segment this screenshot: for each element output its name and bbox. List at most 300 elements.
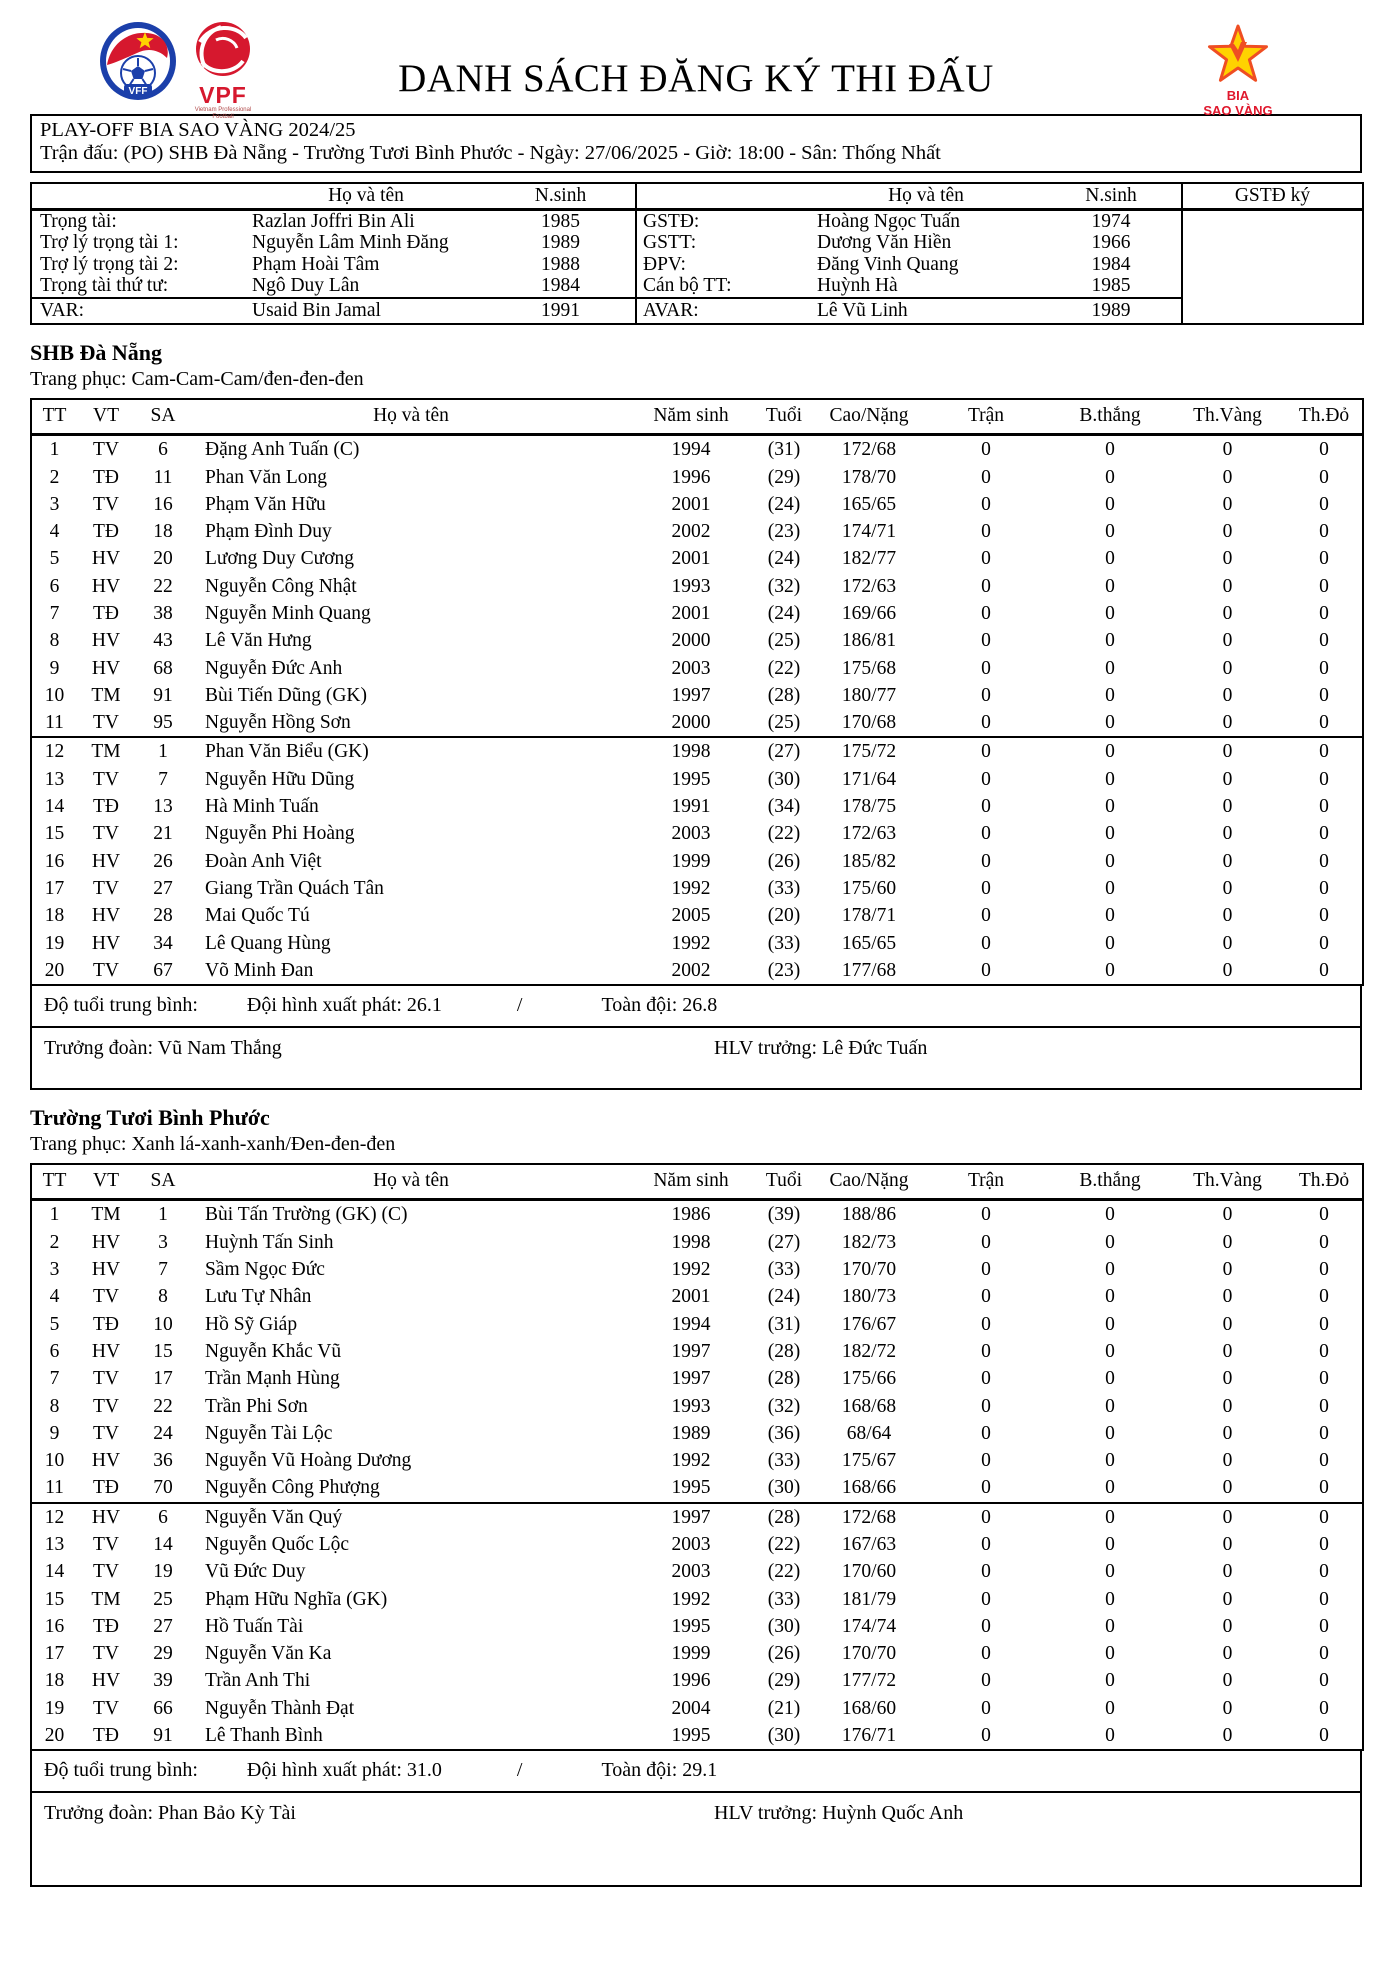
player-cell: Nguyễn Đức Anh [205, 657, 343, 679]
player-row [31, 627, 1363, 654]
player-cell: 0 [981, 1340, 991, 1362]
roster-header-row [31, 399, 1363, 435]
player-cell: (23) [767, 959, 801, 981]
player-cell: 175/68 [841, 657, 897, 679]
player-cell: 0 [1222, 1286, 1233, 1308]
player-cell: 175/67 [841, 1450, 897, 1472]
col-header-age: Tuổi [765, 1170, 803, 1192]
player-cell: 7 [49, 602, 60, 624]
col-header-height-weight: Cao/Nặng [829, 1170, 909, 1192]
player-cell: 16 [44, 1615, 65, 1637]
player-row [31, 820, 1363, 847]
player-cell: 22 [153, 575, 173, 597]
player-cell: 0 [1222, 1395, 1233, 1417]
col-header-name: Họ và tên [373, 1170, 449, 1192]
player-cell: 165/65 [841, 932, 897, 954]
player-cell: Vũ Đức Duy [205, 1561, 306, 1583]
player-cell: 0 [1222, 877, 1233, 899]
age-label: Độ tuổi trung bình: [44, 1759, 198, 1782]
col-header-red-cards: Th.Đỏ [1298, 1170, 1350, 1192]
player-cell: 0 [1222, 1725, 1233, 1747]
player-cell: 0 [981, 1286, 991, 1308]
player-cell: (28) [767, 1340, 801, 1362]
player-cell: Nguyễn Hữu Dũng [205, 768, 355, 790]
player-cell: 0 [1051, 737, 1169, 765]
player-cell: 0 [981, 1395, 991, 1417]
player-cell: 0 [1222, 1477, 1233, 1499]
player-cell: 0 [1105, 796, 1115, 818]
officials-cell: Trợ lý trọng tài 2: [40, 253, 179, 275]
player-cell: 0 [1105, 1368, 1115, 1390]
player-cell: Hồ Tuấn Tài [205, 1615, 304, 1637]
player-cell: 19 [44, 1697, 65, 1719]
player-cell: 182/77 [841, 548, 897, 570]
player-row [31, 655, 1363, 682]
player-cell: 0 [981, 493, 991, 515]
player-cell: 2005 [671, 905, 711, 927]
player-cell: Phạm Đình Duy [205, 521, 332, 543]
player-cell: Lương Duy Cương [205, 548, 355, 570]
player-cell: 0 [1222, 1615, 1233, 1637]
player-cell: 169/66 [841, 602, 897, 624]
player-cell: (20) [767, 905, 801, 927]
team-name-heading: Trường Tươi Bình Phước [30, 1105, 270, 1131]
player-cell: 10 [44, 684, 65, 706]
player-cell: Đoàn Anh Việt [205, 850, 322, 872]
player-cell: 0 [981, 466, 991, 488]
player-cell: 25 [153, 1588, 173, 1610]
player-cell: HV [91, 1231, 121, 1253]
player-cell: 0 [981, 1204, 991, 1226]
player-cell: 0 [1286, 1503, 1363, 1531]
player-cell: 172/68 [817, 1503, 921, 1531]
player-cell: 0 [1319, 712, 1329, 734]
player-cell: Đặng Anh Tuấn (C) [205, 439, 360, 461]
player-cell: HV [91, 548, 121, 570]
officials-cell: 1985 [541, 210, 580, 232]
player-cell: 10 [153, 1313, 173, 1335]
tournament-line: PLAY-OFF BIA SAO VÀNG 2024/25 [40, 119, 356, 141]
vpf-logo-text: VPF [199, 82, 247, 108]
officials-row [31, 254, 1363, 276]
player-cell: 0 [1222, 1422, 1233, 1444]
officials-cell: 1984 [1091, 253, 1131, 275]
player-cell: HV [91, 1670, 121, 1692]
kit-description: Trang phục: Xanh lá-xanh-xanh/Đen-đen-đen [30, 1133, 396, 1156]
player-cell: 0 [1222, 1697, 1233, 1719]
player-cell: 0 [981, 1561, 991, 1583]
player-cell: 12 [31, 737, 77, 765]
player-cell: 0 [1105, 905, 1115, 927]
player-cell: 2001 [671, 493, 711, 515]
player-cell: 0 [981, 439, 991, 461]
player-cell: (29) [767, 1670, 801, 1692]
player-cell: 0 [1222, 439, 1233, 461]
player-cell: TV [93, 1395, 119, 1417]
document-body [30, 114, 1362, 1887]
player-cell: TV [93, 768, 119, 790]
player-cell: 20 [44, 1725, 65, 1747]
player-cell: 0 [981, 850, 991, 872]
player-cell: 0 [1105, 768, 1115, 790]
player-cell: 91 [153, 1725, 173, 1747]
officials-cell: AVAR: [636, 298, 811, 324]
player-cell: TĐ [93, 521, 119, 543]
player-cell: Phạm Văn Hữu [205, 493, 326, 515]
player-cell: 17 [44, 877, 65, 899]
player-cell: 0 [1319, 1450, 1329, 1472]
player-cell: 0 [981, 712, 991, 734]
player-cell: 0 [1319, 575, 1329, 597]
player-cell: TV [93, 439, 119, 461]
player-cell: 0 [1105, 1643, 1115, 1665]
age-label: Độ tuổi trung bình: [44, 994, 198, 1017]
player-cell: (33) [767, 877, 801, 899]
player-cell: 15 [153, 1340, 173, 1362]
team-name-heading: SHB Đà Nẵng [30, 339, 163, 365]
player-cell: 178/75 [841, 796, 897, 818]
player-cell: 172/68 [841, 439, 897, 461]
player-cell: 186/81 [841, 630, 897, 652]
player-cell: 68/64 [846, 1422, 892, 1444]
player-row [31, 1311, 1363, 1338]
col-header-goals: B.thắng [1079, 1170, 1141, 1192]
player-cell: (24) [767, 602, 801, 624]
player-cell: 38 [153, 602, 173, 624]
player-cell: 22 [153, 1395, 173, 1417]
player-row [31, 766, 1363, 793]
player-cell: 0 [1105, 712, 1115, 734]
bia-logo-text-2: SAO VÀNG [1203, 102, 1273, 118]
officials-var-row [31, 298, 1363, 324]
player-cell: TV [93, 1286, 119, 1308]
player-cell: 0 [1105, 1286, 1115, 1308]
player-cell: 172/63 [841, 823, 897, 845]
player-cell: 0 [1319, 1477, 1329, 1499]
col-header-yellow-cards: Th.Vàng [1193, 1170, 1262, 1192]
player-cell: 0 [981, 1615, 991, 1637]
player-cell: (28) [767, 1368, 801, 1390]
player-cell: TV [93, 823, 119, 845]
player-cell: 0 [981, 959, 991, 981]
player-cell: 0 [1319, 1286, 1329, 1308]
col-header-yellow-cards: Th.Vàng [1193, 405, 1262, 427]
player-cell: TV [93, 712, 119, 734]
player-cell: 3 [49, 493, 60, 515]
player-cell: (24) [767, 493, 801, 515]
player-cell: (27) [751, 737, 817, 765]
starting-eleven-body [31, 1200, 1363, 1503]
player-row [31, 875, 1363, 902]
player-cell: 0 [981, 1231, 991, 1253]
player-cell: 1 [49, 1204, 60, 1226]
officials-cell: Đăng Vinh Quang [817, 253, 959, 275]
player-cell: Lê Thanh Bình [205, 1725, 323, 1747]
officials-cell: Trọng tài: [40, 210, 117, 232]
player-cell: 0 [1319, 493, 1329, 515]
player-cell: 0 [1105, 850, 1115, 872]
player-cell: 178/70 [841, 466, 897, 488]
player-cell: 0 [1222, 823, 1233, 845]
player-cell: 1995 [671, 1477, 711, 1499]
team-section-truong-tuoi-binh-phuoc [30, 1105, 1362, 1887]
player-cell: (24) [767, 1286, 801, 1308]
player-cell: 0 [1105, 1259, 1115, 1281]
player-row [31, 1613, 1363, 1640]
player-cell: 0 [1105, 439, 1115, 461]
player-cell: 0 [1319, 796, 1329, 818]
player-cell: 0 [1105, 1725, 1115, 1747]
player-cell: TM [91, 684, 121, 706]
officials-cell: Trọng tài thứ tư: [40, 275, 169, 297]
player-cell: 0 [1319, 1204, 1329, 1226]
player-cell: (22) [767, 1561, 801, 1583]
staff-row [30, 1026, 1362, 1090]
team-section-shb-da-nang [30, 340, 1362, 1090]
bia-logo-text-1: BIA [1226, 88, 1250, 103]
player-cell: 2003 [671, 1561, 711, 1583]
slash-separator: / [516, 994, 523, 1017]
player-cell: 20 [44, 959, 65, 981]
player-row [31, 1722, 1363, 1750]
officials-cell: Huỳnh Hà [817, 275, 898, 297]
player-cell: 1 [158, 1204, 168, 1226]
officials-cell: Phạm Hoài Tâm [252, 253, 380, 275]
player-cell: 0 [1319, 1670, 1329, 1692]
player-cell: 0 [1319, 905, 1329, 927]
starting-xi-age: Đội hình xuất phát: 26.1 [246, 994, 442, 1017]
player-cell: 2 [49, 466, 60, 488]
player-cell: Nguyễn Công Phượng [205, 1477, 380, 1499]
player-cell: 0 [1105, 602, 1115, 624]
player-cell: (34) [767, 796, 801, 818]
player-cell: 1997 [631, 1503, 751, 1531]
player-cell: 0 [1319, 602, 1329, 624]
player-cell: TĐ [93, 1477, 119, 1499]
player-cell: 0 [981, 768, 991, 790]
officials-cell: Usaid Bin Jamal [252, 299, 381, 321]
player-cell: 1 [49, 439, 60, 461]
player-cell: 29 [153, 1643, 173, 1665]
player-cell: 0 [981, 796, 991, 818]
player-cell: 1996 [671, 466, 711, 488]
col-header-matches: Trận [967, 405, 1005, 427]
col-header-born: Năm sinh [653, 1170, 729, 1192]
player-row [31, 930, 1363, 957]
player-cell: 39 [153, 1670, 173, 1692]
player-row [31, 1393, 1363, 1420]
player-cell: 16 [153, 493, 173, 515]
player-cell: 0 [1222, 1231, 1233, 1253]
player-cell: 177/72 [841, 1670, 897, 1692]
officials-row [31, 275, 1363, 298]
player-cell: (28) [767, 684, 801, 706]
player-cell: HV [91, 1340, 121, 1362]
player-cell: (33) [767, 1450, 801, 1472]
player-cell: 0 [1319, 1368, 1329, 1390]
player-cell: 0 [1105, 1697, 1115, 1719]
player-cell: TĐ [93, 1615, 119, 1637]
age-summary-row [30, 984, 1362, 1028]
player-cell: 0 [1105, 932, 1115, 954]
player-cell: 14 [44, 796, 65, 818]
player-cell: Nguyễn Văn Ka [205, 1643, 332, 1665]
substitutes-body [31, 737, 1363, 985]
player-cell: (22) [767, 823, 801, 845]
player-cell: 0 [1105, 823, 1115, 845]
col-header-vt: VT [93, 405, 119, 427]
player-cell: Bùi Tấn Trường (GK) (C) [205, 1204, 408, 1226]
player-cell: 0 [921, 1503, 1051, 1531]
player-cell: 1999 [671, 1643, 711, 1665]
player-cell: 2001 [671, 548, 711, 570]
player-cell: 2001 [671, 602, 711, 624]
officials-header-signature: GSTĐ ký [1182, 183, 1363, 210]
player-cell: (23) [767, 521, 801, 543]
player-cell: Nguyễn Phi Hoàng [205, 823, 355, 845]
player-cell: TĐ [93, 466, 119, 488]
col-header-age: Tuổi [765, 405, 803, 427]
player-cell: 13 [44, 1534, 65, 1555]
officials-cell: Hoàng Ngọc Tuấn [817, 210, 961, 232]
player-cell: 7 [158, 1259, 168, 1281]
player-cell: 0 [1319, 1561, 1329, 1583]
officials-cell: GSTT: [636, 232, 811, 254]
player-cell: 14 [44, 1561, 65, 1583]
player-cell: 1998 [671, 1231, 711, 1253]
officials-cell: Razlan Joffri Bin Ali [252, 210, 415, 232]
player-cell: 0 [1319, 1231, 1329, 1253]
player-cell: 68 [153, 657, 173, 679]
player-cell: 0 [1319, 439, 1329, 461]
player-cell: TĐ [93, 1725, 119, 1747]
officials-header-born-left: N.sinh [534, 184, 587, 206]
player-cell: 0 [1222, 602, 1233, 624]
officials-cell: 1991 [541, 299, 580, 321]
player-cell: 0 [1169, 1503, 1286, 1531]
player-cell: Nguyễn Thành Đạt [205, 1697, 355, 1719]
player-cell: HV [77, 1503, 135, 1531]
player-cell: 2004 [671, 1697, 711, 1719]
player-cell: 0 [981, 548, 991, 570]
player-cell: 168/60 [841, 1697, 897, 1719]
player-cell: 1986 [671, 1204, 711, 1226]
player-cell: 19 [44, 932, 65, 954]
player-cell: 1992 [671, 1588, 711, 1610]
player-row [31, 1338, 1363, 1365]
player-cell: (32) [767, 575, 801, 597]
roster-table-team-2 [30, 1163, 1364, 1751]
player-row [31, 491, 1363, 518]
player-cell: Nguyễn Hồng Sơn [205, 712, 351, 734]
player-cell: TĐ [93, 1313, 119, 1335]
player-row [31, 1229, 1363, 1256]
kit-description: Trang phục: Cam-Cam-Cam/đen-đen-đen [30, 368, 364, 391]
player-cell: 0 [981, 823, 991, 845]
player-cell: Nguyễn Quốc Lộc [205, 1534, 350, 1555]
player-cell: 0 [1105, 521, 1115, 543]
officials-cell: Cán bộ TT: [636, 275, 811, 298]
player-cell: 170/70 [841, 1259, 897, 1281]
player-cell: 8 [49, 630, 60, 652]
player-cell: 6 [135, 1503, 191, 1531]
player-cell: 167/63 [841, 1534, 897, 1555]
player-cell: Nguyễn Công Nhật [205, 575, 357, 597]
player-cell: (28) [751, 1503, 817, 1531]
player-cell: TV [93, 1368, 119, 1390]
player-cell: 168/66 [841, 1477, 897, 1499]
player-cell: 174/71 [841, 521, 897, 543]
player-cell: 0 [1222, 630, 1233, 652]
officials-header-born-right: N.sinh [1085, 184, 1137, 206]
player-cell: 176/67 [841, 1313, 897, 1335]
player-cell: TM [77, 737, 135, 765]
player-row [31, 1200, 1363, 1229]
player-cell: (31) [767, 1313, 801, 1335]
player-cell: 0 [1319, 768, 1329, 790]
player-cell: 0 [1222, 1313, 1233, 1335]
player-cell: 0 [1105, 1670, 1115, 1692]
player-cell: 0 [1105, 657, 1115, 679]
squad-age: Toàn đội: 26.8 [601, 994, 718, 1017]
player-cell: 0 [1286, 737, 1363, 765]
player-cell: TV [93, 1643, 119, 1665]
player-cell: 0 [1222, 905, 1233, 927]
player-row [31, 848, 1363, 875]
player-cell: 0 [1319, 932, 1329, 954]
player-row [31, 435, 1363, 464]
player-cell: 11 [45, 712, 64, 734]
player-cell: 1996 [671, 1670, 711, 1692]
player-cell: HV [91, 575, 121, 597]
player-cell: 15 [44, 1588, 65, 1610]
player-cell: 180/77 [841, 684, 897, 706]
player-cell: 0 [981, 905, 991, 927]
player-cell: 91 [153, 684, 173, 706]
officials-cell: Lê Vũ Linh [817, 299, 908, 321]
player-cell: 2001 [671, 1286, 711, 1308]
player-cell: 28 [153, 905, 173, 927]
player-cell: Nguyễn Văn Quý [191, 1503, 631, 1531]
player-cell: HV [91, 1259, 121, 1281]
player-cell: 165/65 [841, 493, 897, 515]
player-cell: 177/68 [841, 959, 897, 981]
player-cell: 172/63 [841, 575, 897, 597]
player-cell: 0 [1105, 1313, 1115, 1335]
player-cell: 0 [1222, 712, 1233, 734]
player-cell: (26) [767, 1643, 801, 1665]
player-cell: 2002 [671, 521, 711, 543]
substitutes-body [31, 1503, 1363, 1751]
player-row [31, 518, 1363, 545]
col-header-tt: TT [42, 405, 67, 427]
officials-cell: 1966 [1091, 232, 1131, 254]
col-header-goals: B.thắng [1079, 405, 1141, 427]
player-cell: 2 [49, 1231, 60, 1253]
player-cell: 16 [44, 850, 65, 872]
player-cell: 0 [981, 521, 991, 543]
player-row [31, 682, 1363, 709]
player-row [31, 1586, 1363, 1613]
player-cell: 0 [1319, 850, 1329, 872]
player-row [31, 737, 1363, 765]
player-cell: (33) [767, 932, 801, 954]
officials-row [31, 232, 1363, 254]
player-cell: 0 [981, 575, 991, 597]
player-cell: 1997 [671, 1340, 711, 1362]
player-row [31, 1695, 1363, 1722]
player-cell: Nguyễn Tài Lộc [205, 1422, 333, 1444]
